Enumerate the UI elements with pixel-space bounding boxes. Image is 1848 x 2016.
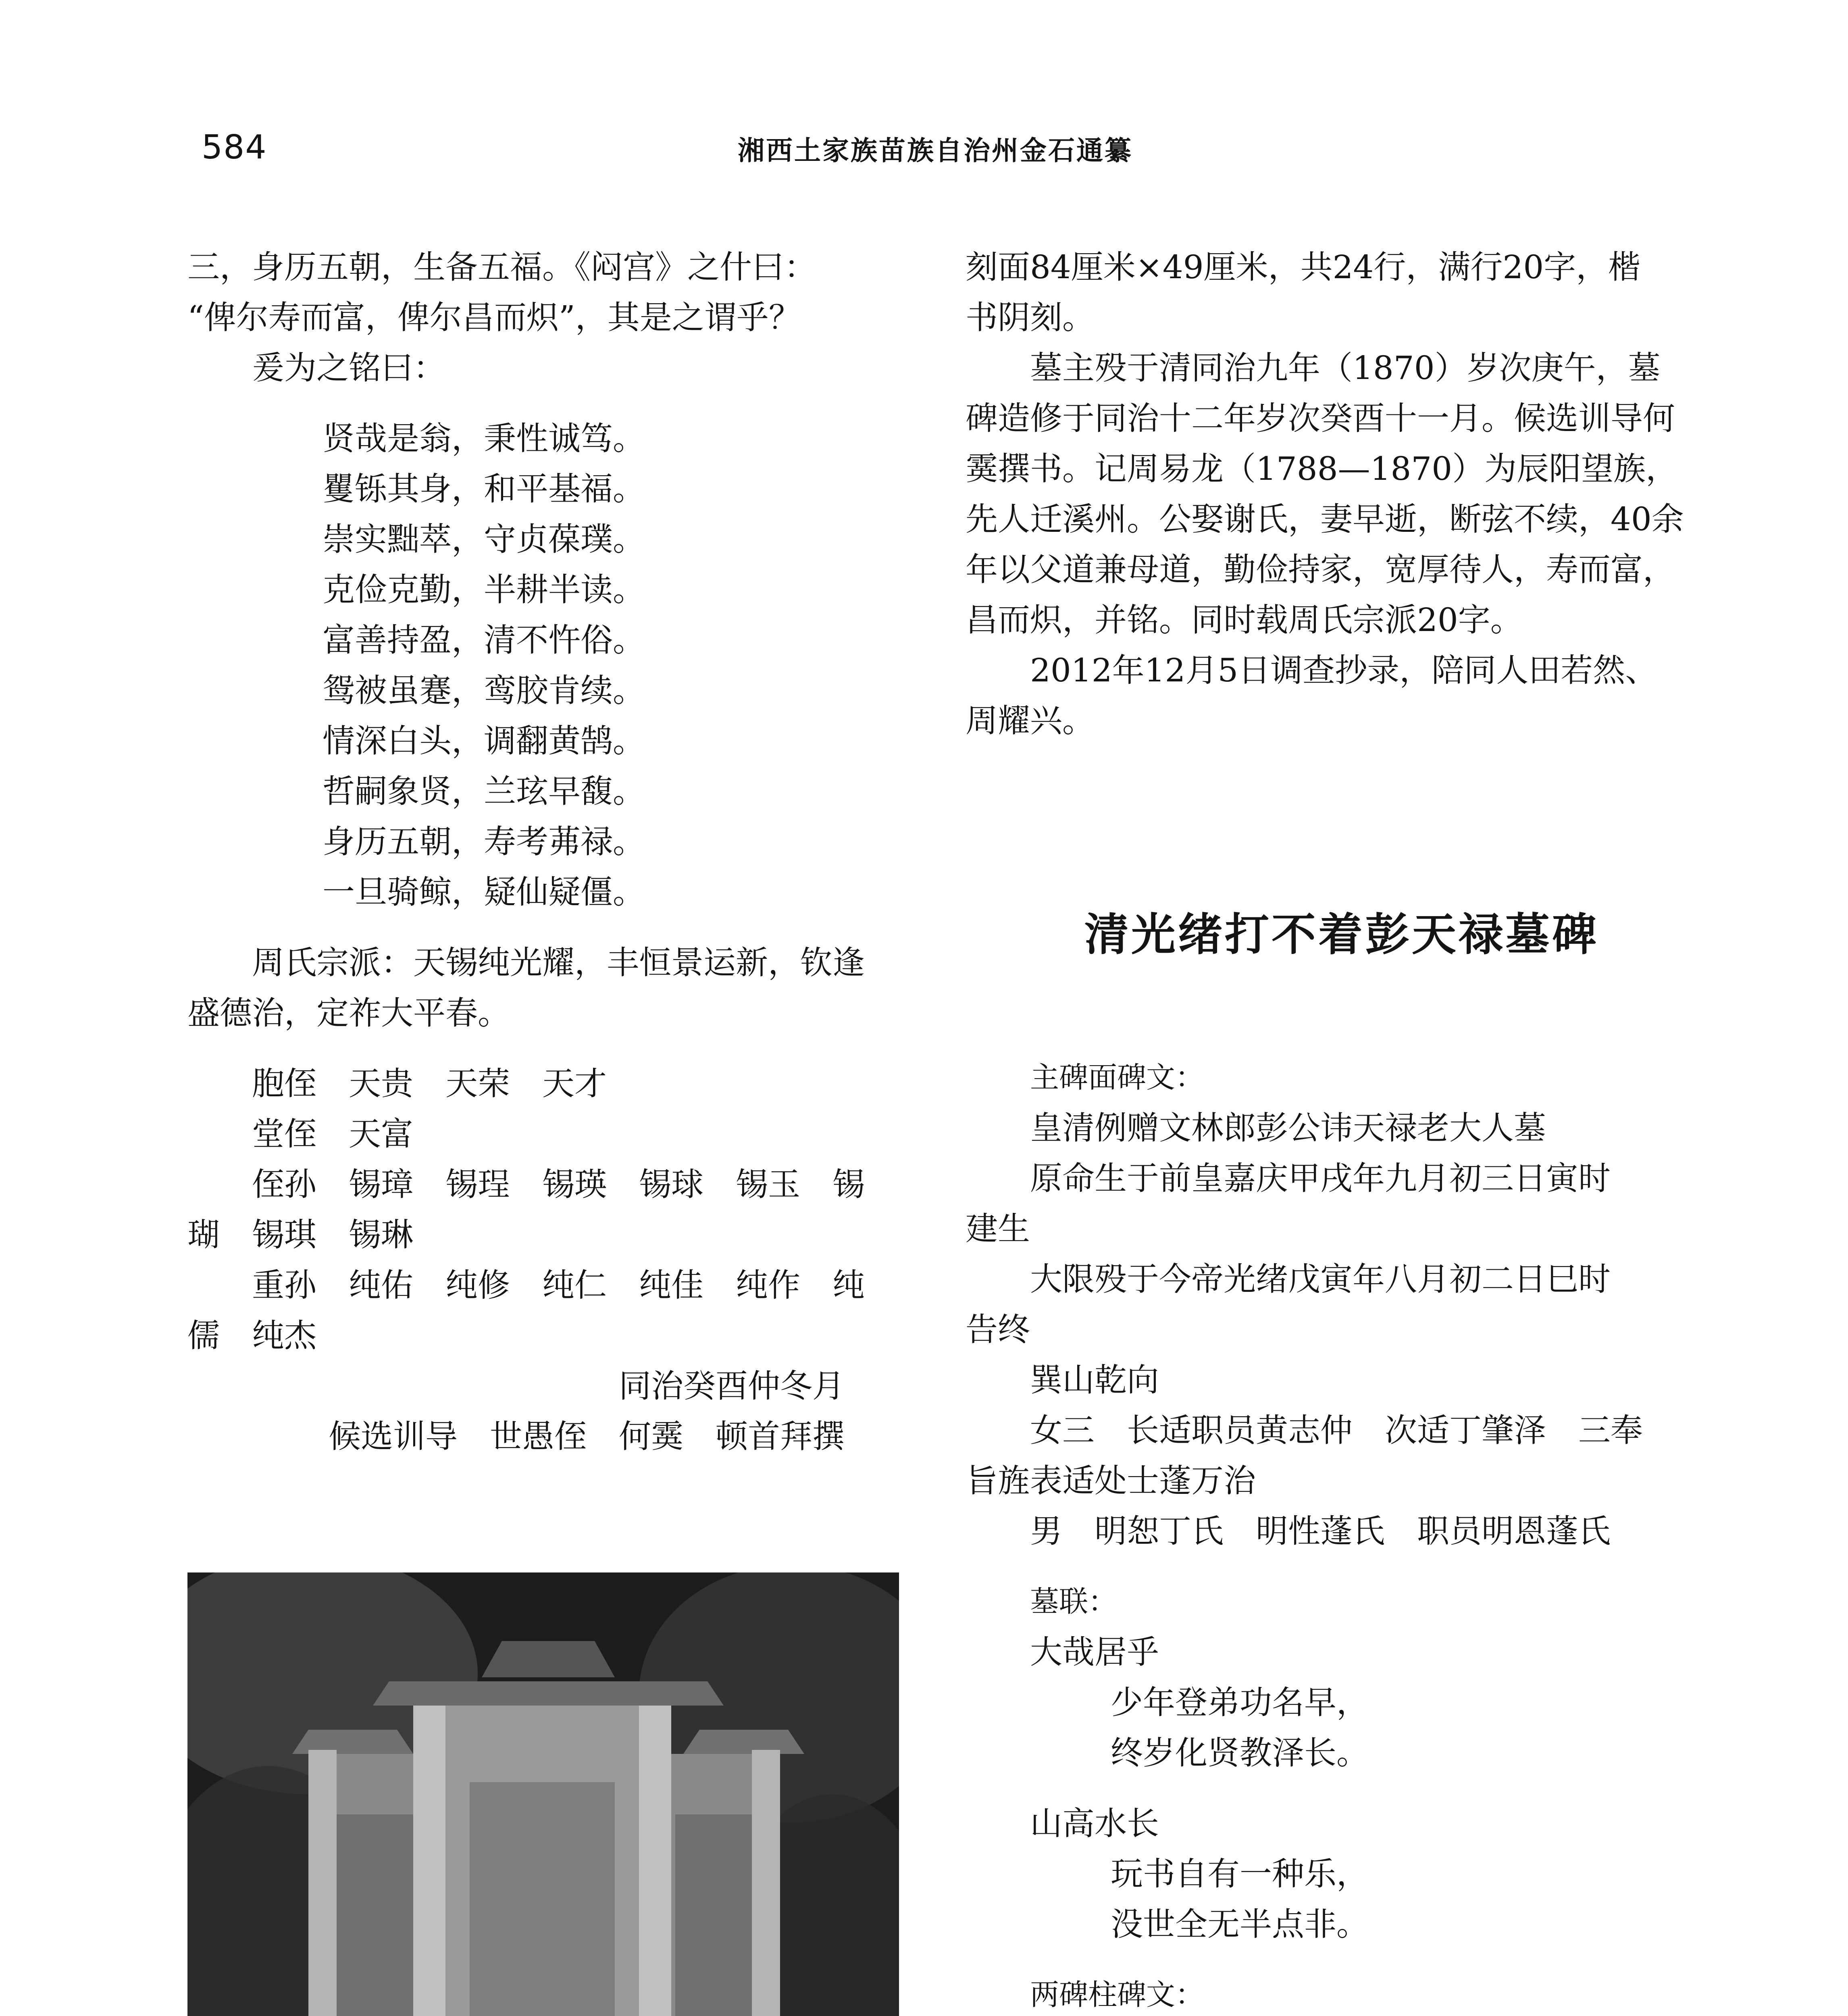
family-names: [187, 1058, 913, 1361]
right-column-top: [966, 242, 1691, 746]
tomb-photo: [187, 1572, 899, 2016]
name-line: 侄孙 锡璋 锡珵 锡瑛 锡球 锡玉 锡: [252, 1166, 865, 1203]
couplet-line: 玩书自有一种乐，: [1111, 1855, 1369, 1893]
text-line: 碑造修于同治十二年岁次癸酉十一月。候选训导何: [966, 400, 1675, 437]
pillar-label: 两碑柱碑文：: [1030, 1978, 1205, 2012]
poem-line: 矍铄其身，和平基福。: [323, 470, 645, 508]
inscription-poem: [187, 413, 913, 917]
text-line: “俾尔寿而富，俾尔昌而炽”，其是之谓乎？: [187, 299, 801, 336]
tomb-photo-illustration: [187, 1572, 899, 2016]
book-title: 湘西土家族苗族自治州金石通纂: [738, 135, 1133, 166]
name-line: 儒 纯杰: [187, 1317, 316, 1354]
text-line: 2012年12月5日调查抄录，陪同人田若然、: [1030, 652, 1658, 689]
poem-line: 克俭克勤，半耕半读。: [323, 571, 645, 608]
section-title: 清光绪打不着彭天禄墓碑: [1084, 909, 1599, 960]
text-line: 皇清例赠文林郎彭公讳天禄老大人墓: [1030, 1109, 1546, 1147]
poem-line: 哲嗣象贤，兰玹早馥。: [323, 773, 645, 810]
couplet-head: 大哉居乎: [1030, 1633, 1159, 1671]
text-line: 先人迁溪州。公娶谢氏，妻早逝，断弦不续，40余: [966, 500, 1684, 538]
text-line: 昌而炽，并铭。同时载周氏宗派20字。: [966, 601, 1523, 639]
text-line: 霙撰书。记周易龙（1788—1870）为辰阳望族，: [966, 450, 1678, 487]
text-line: 旨旌表适处士蓬万治: [966, 1462, 1256, 1500]
poem-line: 情深白头，调翻黄鹄。: [323, 722, 645, 760]
text-line: 女三 长适职员黄志仲 次适丁肇泽 三奉: [1030, 1412, 1643, 1449]
text-line: 大限殁于今帝光绪戊寅年八月初二日巳时: [1030, 1260, 1611, 1298]
text-line: 建生: [966, 1210, 1030, 1248]
poem-line: 富善持盈，清不忤俗。: [323, 621, 645, 659]
signature-line: 候选训导 世愚侄 何霙 顿首拜撰: [329, 1418, 845, 1455]
poem-line: 崇实黜萃，守贞葆璞。: [323, 521, 645, 558]
text-line: 盛德治，定祚大平春。: [187, 994, 510, 1032]
text-line: 告终: [966, 1311, 1030, 1348]
right-column-bottom: [966, 1052, 1691, 2016]
couplet-line: 少年登弟功名早，: [1111, 1684, 1369, 1721]
name-line: 瑚 锡琪 锡琳: [187, 1216, 413, 1254]
poem-line: 一旦骑鲸，疑仙疑僵。: [323, 873, 645, 911]
text-line: 年以父道兼母道，勤俭持家，宽厚待人，寿而富，: [966, 551, 1675, 588]
page-number: 584: [202, 128, 267, 167]
text-line: 周耀兴。: [966, 702, 1095, 739]
date-line: 同治癸酉仲冬月: [619, 1367, 845, 1405]
name-line: 重孙 纯佑 纯修 纯仁 纯佳 纯作 纯: [252, 1266, 865, 1304]
text-line: 周氏宗派：天锡纯光耀，丰恒景运新，钦逢: [252, 944, 865, 981]
poem-line: 贤哉是翁，秉性诚笃。: [323, 420, 645, 457]
couplet-line: 没世全无半点非。: [1111, 1906, 1369, 1943]
text-line: 三，身历五朝，生备五福。《闷宫》之什曰：: [187, 248, 816, 286]
text-line: 墓主殁于清同治九年（1870）岁次庚午，墓: [1030, 349, 1661, 387]
name-line: 胞侄 天贵 天荣 天才: [252, 1065, 607, 1102]
poem-line: 身历五朝，寿考茀禄。: [323, 823, 645, 860]
text-line: 刻面84厘米×49厘米，共24行，满行20字，楷: [966, 248, 1641, 286]
text-line: 原命生于前皇嘉庆甲戌年九月初三日寅时: [1030, 1160, 1611, 1197]
text-line: 巽山乾向: [1030, 1361, 1159, 1399]
text-line: 书阴刻。: [966, 299, 1095, 336]
text-line: 男 明恕丁氏 明性蓬氏 职员明恩蓬氏: [1030, 1512, 1611, 1550]
couplet-head: 山高水长: [1030, 1805, 1159, 1842]
poem-line: 鸳被虽蹇，鸾胶肯续。: [323, 672, 645, 709]
couplet-line: 终岁化贤教泽长。: [1111, 1734, 1369, 1772]
name-line: 堂侄 天富: [252, 1115, 413, 1153]
text-line: 爰为之铭曰：: [252, 349, 445, 387]
main-stele-label: 主碑面碑文：: [1030, 1060, 1205, 1094]
left-column: [187, 242, 913, 1462]
couplet-label: 墓联：: [1030, 1585, 1118, 1618]
